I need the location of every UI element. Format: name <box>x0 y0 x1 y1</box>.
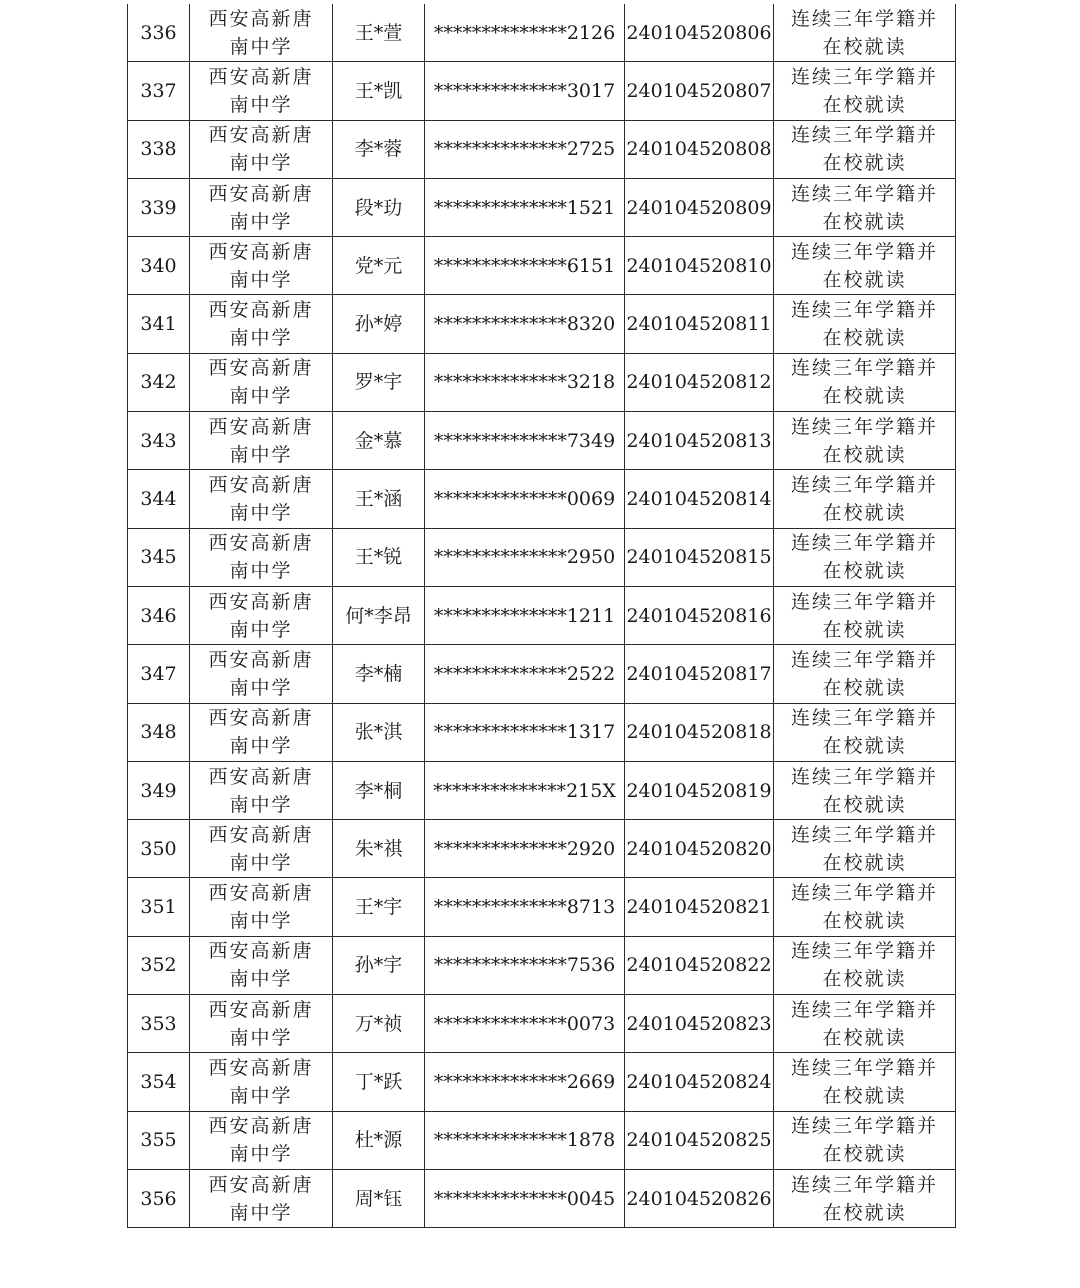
student-name-cell: 党*元 <box>333 237 425 295</box>
school-name: 西安高新唐南中学 <box>208 182 314 233</box>
school-name: 西安高新唐南中学 <box>208 357 314 408</box>
condition-text: 连续三年学籍并在校就读 <box>790 357 938 408</box>
seq-cell: 341 <box>128 295 190 353</box>
table-row <box>128 120 956 178</box>
condition-text: 连续三年学籍并在校就读 <box>790 707 938 758</box>
registration-number-cell: 240104520826 <box>625 1169 774 1227</box>
school-cell <box>190 761 333 819</box>
school-cell <box>190 237 333 295</box>
condition-cell <box>774 995 956 1053</box>
registration-number-cell: 240104520811 <box>625 295 774 353</box>
student-roster-table <box>127 4 956 1228</box>
student-name-cell: 王*萱 <box>333 4 425 62</box>
school-name: 西安高新唐南中学 <box>208 415 314 466</box>
seq-cell: 344 <box>128 470 190 528</box>
school-name: 西安高新唐南中学 <box>208 765 314 816</box>
condition-text: 连续三年学籍并在校就读 <box>790 823 938 874</box>
id-number-cell: **************0069 <box>425 470 625 528</box>
table-row <box>128 878 956 936</box>
student-name-cell: 李*蓉 <box>333 120 425 178</box>
student-name-cell: 李*桐 <box>333 761 425 819</box>
seq-cell: 354 <box>128 1053 190 1111</box>
condition-text: 连续三年学籍并在校就读 <box>790 415 938 466</box>
condition-text: 连续三年学籍并在校就读 <box>790 998 938 1049</box>
registration-number-cell: 240104520807 <box>625 62 774 120</box>
school-cell <box>190 820 333 878</box>
condition-cell <box>774 178 956 236</box>
seq-cell: 339 <box>128 178 190 236</box>
school-cell <box>190 703 333 761</box>
school-cell <box>190 878 333 936</box>
condition-cell <box>774 586 956 644</box>
seq-cell: 337 <box>128 62 190 120</box>
table-row <box>128 353 956 411</box>
id-number-cell: **************2522 <box>425 645 625 703</box>
registration-number-cell: 240104520825 <box>625 1111 774 1169</box>
school-name: 西安高新唐南中学 <box>208 532 314 583</box>
condition-cell <box>774 470 956 528</box>
seq-cell: 352 <box>128 936 190 994</box>
id-number-cell: **************8320 <box>425 295 625 353</box>
student-name-cell: 李*楠 <box>333 645 425 703</box>
roster-body <box>128 4 956 1228</box>
condition-text: 连续三年学籍并在校就读 <box>790 940 938 991</box>
table-row <box>128 412 956 470</box>
condition-cell <box>774 703 956 761</box>
school-name: 西安高新唐南中学 <box>208 940 314 991</box>
seq-cell: 343 <box>128 412 190 470</box>
registration-number-cell: 240104520822 <box>625 936 774 994</box>
seq-cell: 338 <box>128 120 190 178</box>
table-row <box>128 1169 956 1227</box>
id-number-cell: **************1521 <box>425 178 625 236</box>
student-name-cell: 王*凯 <box>333 62 425 120</box>
condition-cell <box>774 820 956 878</box>
condition-text: 连续三年学籍并在校就读 <box>790 474 938 525</box>
registration-number-cell: 240104520817 <box>625 645 774 703</box>
condition-cell <box>774 353 956 411</box>
school-cell <box>190 936 333 994</box>
school-cell <box>190 1053 333 1111</box>
school-cell <box>190 120 333 178</box>
registration-number-cell: 240104520813 <box>625 412 774 470</box>
registration-number-cell: 240104520806 <box>625 4 774 62</box>
student-name-cell: 丁*跃 <box>333 1053 425 1111</box>
school-name: 西安高新唐南中学 <box>208 590 314 641</box>
condition-text: 连续三年学籍并在校就读 <box>790 65 938 116</box>
seq-cell: 355 <box>128 1111 190 1169</box>
id-number-cell: **************6151 <box>425 237 625 295</box>
student-name-cell: 王*涵 <box>333 470 425 528</box>
registration-number-cell: 240104520821 <box>625 878 774 936</box>
school-cell <box>190 1169 333 1227</box>
student-name-cell: 何*李昂 <box>333 586 425 644</box>
seq-cell: 336 <box>128 4 190 62</box>
student-name-cell: 孙*婷 <box>333 295 425 353</box>
table-row <box>128 995 956 1053</box>
condition-text: 连续三年学籍并在校就读 <box>790 1115 938 1166</box>
student-name-cell: 万*祯 <box>333 995 425 1053</box>
condition-text: 连续三年学籍并在校就读 <box>790 882 938 933</box>
condition-cell <box>774 1111 956 1169</box>
condition-text: 连续三年学籍并在校就读 <box>790 648 938 699</box>
school-name: 西安高新唐南中学 <box>208 998 314 1049</box>
condition-cell <box>774 1169 956 1227</box>
id-number-cell: **************1878 <box>425 1111 625 1169</box>
school-cell <box>190 62 333 120</box>
table-row <box>128 237 956 295</box>
condition-text: 连续三年学籍并在校就读 <box>790 765 938 816</box>
id-number-cell: **************0045 <box>425 1169 625 1227</box>
registration-number-cell: 240104520824 <box>625 1053 774 1111</box>
school-cell <box>190 470 333 528</box>
registration-number-cell: 240104520815 <box>625 528 774 586</box>
student-name-cell: 段*玏 <box>333 178 425 236</box>
student-roster-page <box>127 4 955 1228</box>
seq-cell: 348 <box>128 703 190 761</box>
id-number-cell: **************7536 <box>425 936 625 994</box>
school-cell <box>190 645 333 703</box>
school-name: 西安高新唐南中学 <box>208 1056 314 1107</box>
id-number-cell: **************3218 <box>425 353 625 411</box>
id-number-cell: **************2126 <box>425 4 625 62</box>
registration-number-cell: 240104520823 <box>625 995 774 1053</box>
id-number-cell: **************2669 <box>425 1053 625 1111</box>
table-row <box>128 1053 956 1111</box>
table-row <box>128 820 956 878</box>
seq-cell: 350 <box>128 820 190 878</box>
school-name: 西安高新唐南中学 <box>208 124 314 175</box>
seq-cell: 346 <box>128 586 190 644</box>
school-cell <box>190 1111 333 1169</box>
school-cell <box>190 995 333 1053</box>
student-name-cell: 金*慕 <box>333 412 425 470</box>
school-cell <box>190 4 333 62</box>
table-row <box>128 4 956 62</box>
id-number-cell: **************2725 <box>425 120 625 178</box>
condition-cell <box>774 62 956 120</box>
school-name: 西安高新唐南中学 <box>208 882 314 933</box>
seq-cell: 353 <box>128 995 190 1053</box>
id-number-cell: **************215X <box>425 761 625 819</box>
student-name-cell: 王*锐 <box>333 528 425 586</box>
table-row <box>128 295 956 353</box>
condition-cell <box>774 528 956 586</box>
condition-text: 连续三年学籍并在校就读 <box>790 590 938 641</box>
student-name-cell: 朱*祺 <box>333 820 425 878</box>
seq-cell: 347 <box>128 645 190 703</box>
school-cell <box>190 178 333 236</box>
seq-cell: 340 <box>128 237 190 295</box>
condition-text: 连续三年学籍并在校就读 <box>790 1056 938 1107</box>
table-row <box>128 62 956 120</box>
condition-cell <box>774 4 956 62</box>
id-number-cell: **************0073 <box>425 995 625 1053</box>
id-number-cell: **************2950 <box>425 528 625 586</box>
student-name-cell: 周*钰 <box>333 1169 425 1227</box>
table-row <box>128 586 956 644</box>
table-row <box>128 178 956 236</box>
school-name: 西安高新唐南中学 <box>208 299 314 350</box>
condition-text: 连续三年学籍并在校就读 <box>790 532 938 583</box>
seq-cell: 349 <box>128 761 190 819</box>
id-number-cell: **************2920 <box>425 820 625 878</box>
student-name-cell: 孙*宇 <box>333 936 425 994</box>
school-name: 西安高新唐南中学 <box>208 823 314 874</box>
condition-cell <box>774 412 956 470</box>
table-row <box>128 645 956 703</box>
seq-cell: 342 <box>128 353 190 411</box>
table-row <box>128 761 956 819</box>
school-name: 西安高新唐南中学 <box>208 1115 314 1166</box>
school-cell <box>190 586 333 644</box>
id-number-cell: **************7349 <box>425 412 625 470</box>
condition-cell <box>774 936 956 994</box>
seq-cell: 345 <box>128 528 190 586</box>
seq-cell: 356 <box>128 1169 190 1227</box>
table-row <box>128 936 956 994</box>
condition-text: 连续三年学籍并在校就读 <box>790 1173 938 1224</box>
table-row <box>128 1111 956 1169</box>
condition-text: 连续三年学籍并在校就读 <box>790 240 938 291</box>
student-name-cell: 张*淇 <box>333 703 425 761</box>
school-name: 西安高新唐南中学 <box>208 474 314 525</box>
condition-text: 连续三年学籍并在校就读 <box>790 299 938 350</box>
school-cell <box>190 295 333 353</box>
student-name-cell: 杜*源 <box>333 1111 425 1169</box>
school-cell <box>190 528 333 586</box>
registration-number-cell: 240104520808 <box>625 120 774 178</box>
table-row <box>128 703 956 761</box>
registration-number-cell: 240104520810 <box>625 237 774 295</box>
registration-number-cell: 240104520818 <box>625 703 774 761</box>
registration-number-cell: 240104520812 <box>625 353 774 411</box>
registration-number-cell: 240104520819 <box>625 761 774 819</box>
id-number-cell: **************1317 <box>425 703 625 761</box>
registration-number-cell: 240104520809 <box>625 178 774 236</box>
school-cell <box>190 412 333 470</box>
school-name: 西安高新唐南中学 <box>208 648 314 699</box>
registration-number-cell: 240104520820 <box>625 820 774 878</box>
id-number-cell: **************1211 <box>425 586 625 644</box>
registration-number-cell: 240104520814 <box>625 470 774 528</box>
condition-text: 连续三年学籍并在校就读 <box>790 7 938 58</box>
condition-cell <box>774 120 956 178</box>
student-name-cell: 罗*宇 <box>333 353 425 411</box>
id-number-cell: **************3017 <box>425 62 625 120</box>
school-name: 西安高新唐南中学 <box>208 707 314 758</box>
id-number-cell: **************8713 <box>425 878 625 936</box>
table-row <box>128 528 956 586</box>
condition-cell <box>774 295 956 353</box>
school-name: 西安高新唐南中学 <box>208 7 314 58</box>
condition-cell <box>774 237 956 295</box>
condition-cell <box>774 761 956 819</box>
condition-cell <box>774 1053 956 1111</box>
condition-text: 连续三年学籍并在校就读 <box>790 182 938 233</box>
seq-cell: 351 <box>128 878 190 936</box>
condition-cell <box>774 878 956 936</box>
school-name: 西安高新唐南中学 <box>208 65 314 116</box>
school-name: 西安高新唐南中学 <box>208 1173 314 1224</box>
registration-number-cell: 240104520816 <box>625 586 774 644</box>
student-name-cell: 王*宇 <box>333 878 425 936</box>
condition-cell <box>774 645 956 703</box>
school-name: 西安高新唐南中学 <box>208 240 314 291</box>
condition-text: 连续三年学籍并在校就读 <box>790 124 938 175</box>
table-row <box>128 470 956 528</box>
school-cell <box>190 353 333 411</box>
